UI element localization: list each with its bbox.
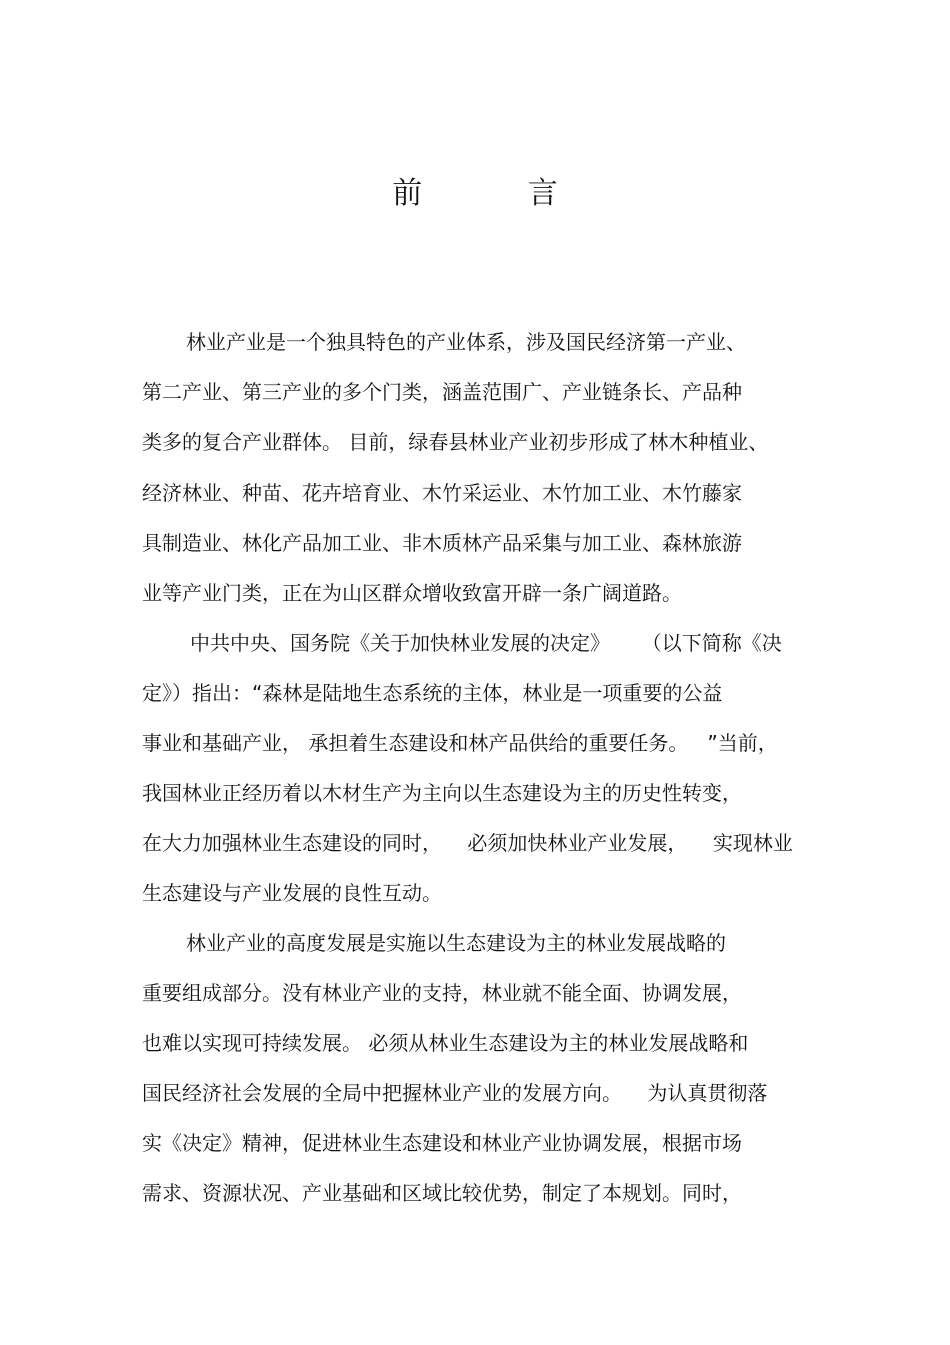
paragraph-line: 林业产业的高度发展是实施以生态建设为主的林业发展战略的 bbox=[186, 931, 726, 955]
paragraph-line: 类多的复合产业群体。 目前，绿春县林业产业初步形成了林木种植业、 bbox=[142, 430, 769, 454]
paragraph-line: 业等产业门类，正在为山区群众增收致富开辟一条广阔道路。 bbox=[142, 581, 682, 605]
paragraph-line: 重要组成部分。没有林业产业的支持，林业就不能全面、协调发展， bbox=[142, 981, 742, 1005]
page-title: 前 言 bbox=[392, 176, 606, 211]
paragraph-line: 生态建设与产业发展的良性互动。 bbox=[142, 881, 442, 905]
paragraph-line: 在大力加强林业生态建设的同时， 必须加快林业产业发展， 实现林业 bbox=[142, 831, 793, 855]
paragraph-line: 第二产业、第三产业的多个门类，涵盖范围广、产业链条长、产品种 bbox=[142, 380, 742, 404]
paragraph-line: 定》）指出：“森林是陆地生态系统的主体，林业是一项重要的公益 bbox=[142, 681, 723, 705]
paragraph-line: 国民经济社会发展的全局中把握林业产业的发展方向。 为认真贯彻落 bbox=[142, 1081, 768, 1105]
paragraph-line: 我国林业正经历着以木材生产为主向以生态建设为主的历史性转变， bbox=[142, 781, 742, 805]
paragraph-line: 具制造业、林化产品加工业、非木质林产品采集与加工业、森林旅游 bbox=[142, 531, 742, 555]
paragraph-line: 中共中央、国务院《关于加快林业发展的决定》 （以下简称《决 bbox=[190, 631, 782, 655]
paragraph-line: 经济林业、种苗、花卉培育业、木竹采运业、木竹加工业、木竹藤家 bbox=[142, 481, 742, 505]
paragraph-line: 林业产业是一个独具特色的产业体系，涉及国民经济第一产业、 bbox=[186, 330, 746, 354]
paragraph-line: 实《决定》精神，促进林业生态建设和林业产业协调发展，根据市场 bbox=[142, 1131, 742, 1155]
paragraph-line: 也难以实现可持续发展。 必须从林业生态建设为主的林业发展战略和 bbox=[142, 1031, 749, 1055]
paragraph-line: 需求、资源状况、产业基础和区域比较优势，制定了本规划。同时， bbox=[142, 1181, 742, 1205]
paragraph-line: 事业和基础产业， 承担着生态建设和林产品供给的重要任务。 ”当前， bbox=[142, 731, 778, 755]
